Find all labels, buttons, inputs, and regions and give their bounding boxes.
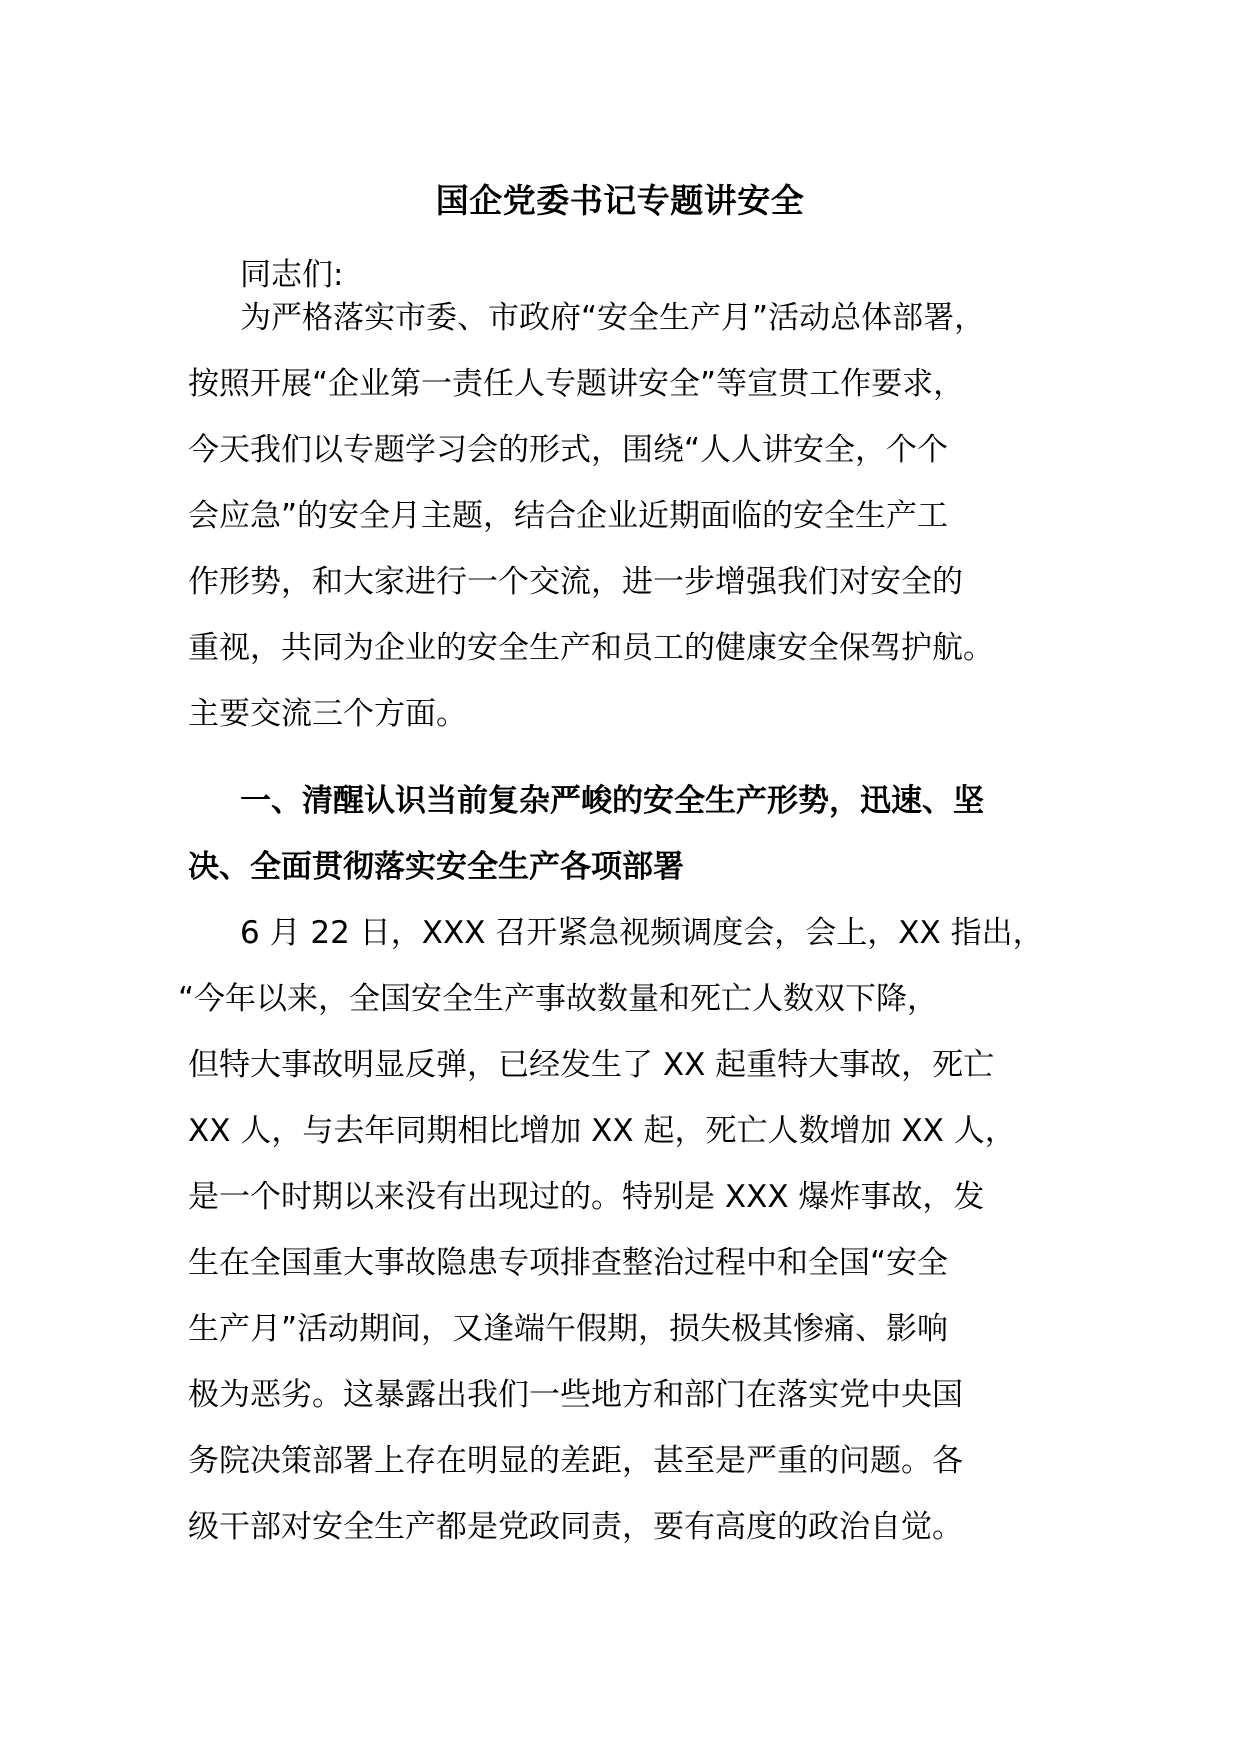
paragraph-line: 生在全国重大事故隐患专项排查整治过程中和全国“安全 [188, 1245, 949, 1281]
heading-line: 决、全面贯彻落实安全生产各项部署 [188, 849, 684, 885]
paragraph-line: 重视，共同为企业的安全生产和员工的健康安全保驾护航。 [188, 630, 994, 666]
intro-paragraph [188, 285, 1088, 747]
paragraph-line: 但特大事故明显反弹，已经发生了 XX 起重特大事故，死亡 [188, 1047, 995, 1083]
heading-line: 一、清醒认识当前复杂严峻的安全生产形势，迅速、坚 [240, 783, 984, 819]
paragraph-line: 为严格落实市委、市政府“安全生产月”活动总体部署， [240, 300, 986, 336]
paragraph-line: 极为恶劣。这暴露出我们一些地方和部门在落实党中央国 [188, 1377, 963, 1413]
document-title: 国企党委书记专题讲安全 [435, 181, 805, 220]
section-1-paragraph [178, 900, 1088, 1560]
paragraph-line: 主要交流三个方面。 [188, 696, 467, 732]
paragraph-line: 今天我们以专题学习会的形式，围绕“人人讲安全，个个 [188, 432, 949, 468]
paragraph-line: “今年以来，全国安全生产事故数量和死亡人数双下降， [178, 981, 939, 1017]
paragraph-line: 务院决策部署上存在明显的差距，甚至是严重的问题。各 [188, 1443, 963, 1479]
paragraph-line: 级干部对安全生产都是党政同责，要有高度的政治自觉。 [188, 1509, 963, 1545]
paragraph-line: XX 人，与去年同期相比增加 XX 起，死亡人数增加 XX 人， [188, 1113, 1016, 1149]
paragraph-line: 按照开展“企业第一责任人专题讲安全”等宣贯工作要求， [188, 366, 965, 402]
salutation: 同志们: [240, 257, 344, 293]
paragraph-line: 会应急”的安全月主题，结合企业近期面临的安全生产工 [188, 498, 949, 534]
section-heading-1 [188, 768, 1088, 900]
paragraph-line: 作形势，和大家进行一个交流，进一步增强我们对安全的 [188, 564, 963, 600]
paragraph-line: 是一个时期以来没有出现过的。特别是 XXX 爆炸事故，发 [188, 1179, 985, 1215]
paragraph-line: 生产月”活动期间，又逢端午假期，损失极其惨痛、影响 [188, 1311, 949, 1347]
paragraph-line: 6 月 22 日，XXX 召开紧急视频调度会，会上，XX 指出， [240, 915, 1044, 951]
